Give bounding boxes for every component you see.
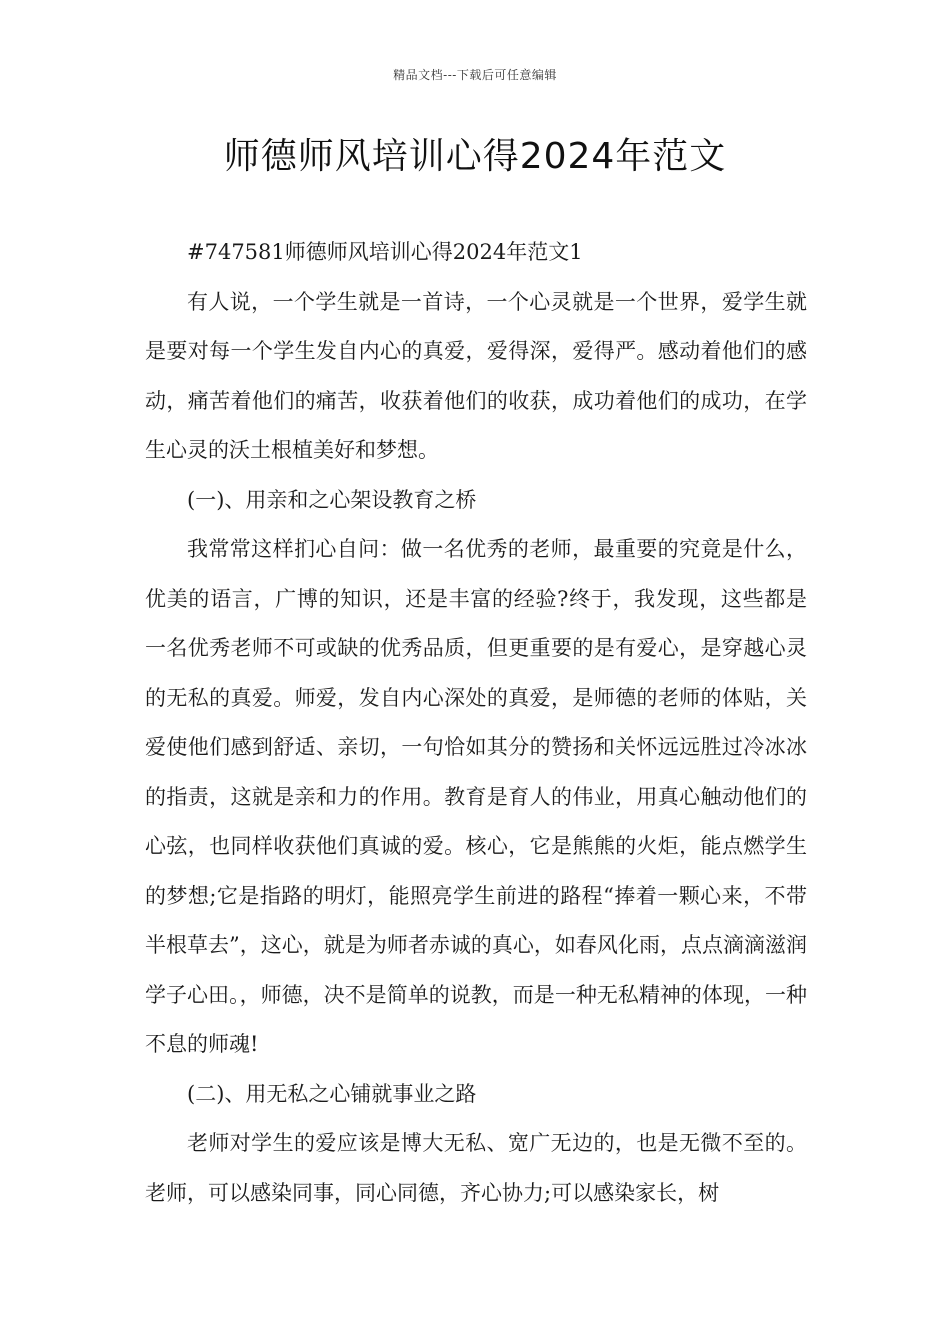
paragraph-body-1: 我常常这样扪心自问：做一名优秀的老师，最重要的究竟是什么，优美的语言，广博的知识，还是丰富的经验?终于，我发现，这些都是一名优秀老师不可或缺的优秀品质，但更重要的是有爱心，是穿越心灵的无私的真爱。师爱，发自内心深处的真爱，是师德的老师的体贴，关爱使他们感到舒适、亲切，一句恰如其分的赞扬和关怀远远胜过冷冰冰的指责，这就是亲和力的作用。教育是育人的伟业，用真心触动他们的心弦，也同样收获他们真诚的爱。核心，它是熊熊的火炬，能点燃学生的梦想;它是指路的明灯，能照亮学生前进的路程“捧着一颗心来，不带半根草去”，这心，就是为师者赤诚的真心，如春风化雨，点点滴滴滋润学子心田。，师德，决不是简单的说教，而是一种无私精神的体现，一种不息的师魂! (145, 537, 807, 1056)
subheading-2: (二)、用无私之心铺就事业之路 (187, 1081, 477, 1106)
document-body (145, 228, 807, 1218)
document-title: 师德师风培训心得2024年范文 (223, 136, 727, 177)
header-note: 精品文档---下载后可任意编辑 (393, 68, 557, 82)
paragraph-body-2: 老师对学生的爱应该是博大无私、宽广无边的，也是无微不至的。老师，可以感染同事，同心同德，齐心协力;可以感染家长，树 (145, 1131, 807, 1205)
paragraph-intro: 有人说，一个学生就是一首诗，一个心灵就是一个世界，爱学生就是要对每一个学生发自内心的真爱，爱得深，爱得严。感动着他们的感动，痛苦着他们的痛苦，收获着他们的收获，成功着他们的成功，在学生心灵的沃土根植美好和梦想。 (145, 289, 807, 462)
section-heading-1: #747581师德师风培训心得2024年范文1 (187, 240, 583, 264)
subheading-1: (一)、用亲和之心架设教育之桥 (187, 487, 477, 512)
